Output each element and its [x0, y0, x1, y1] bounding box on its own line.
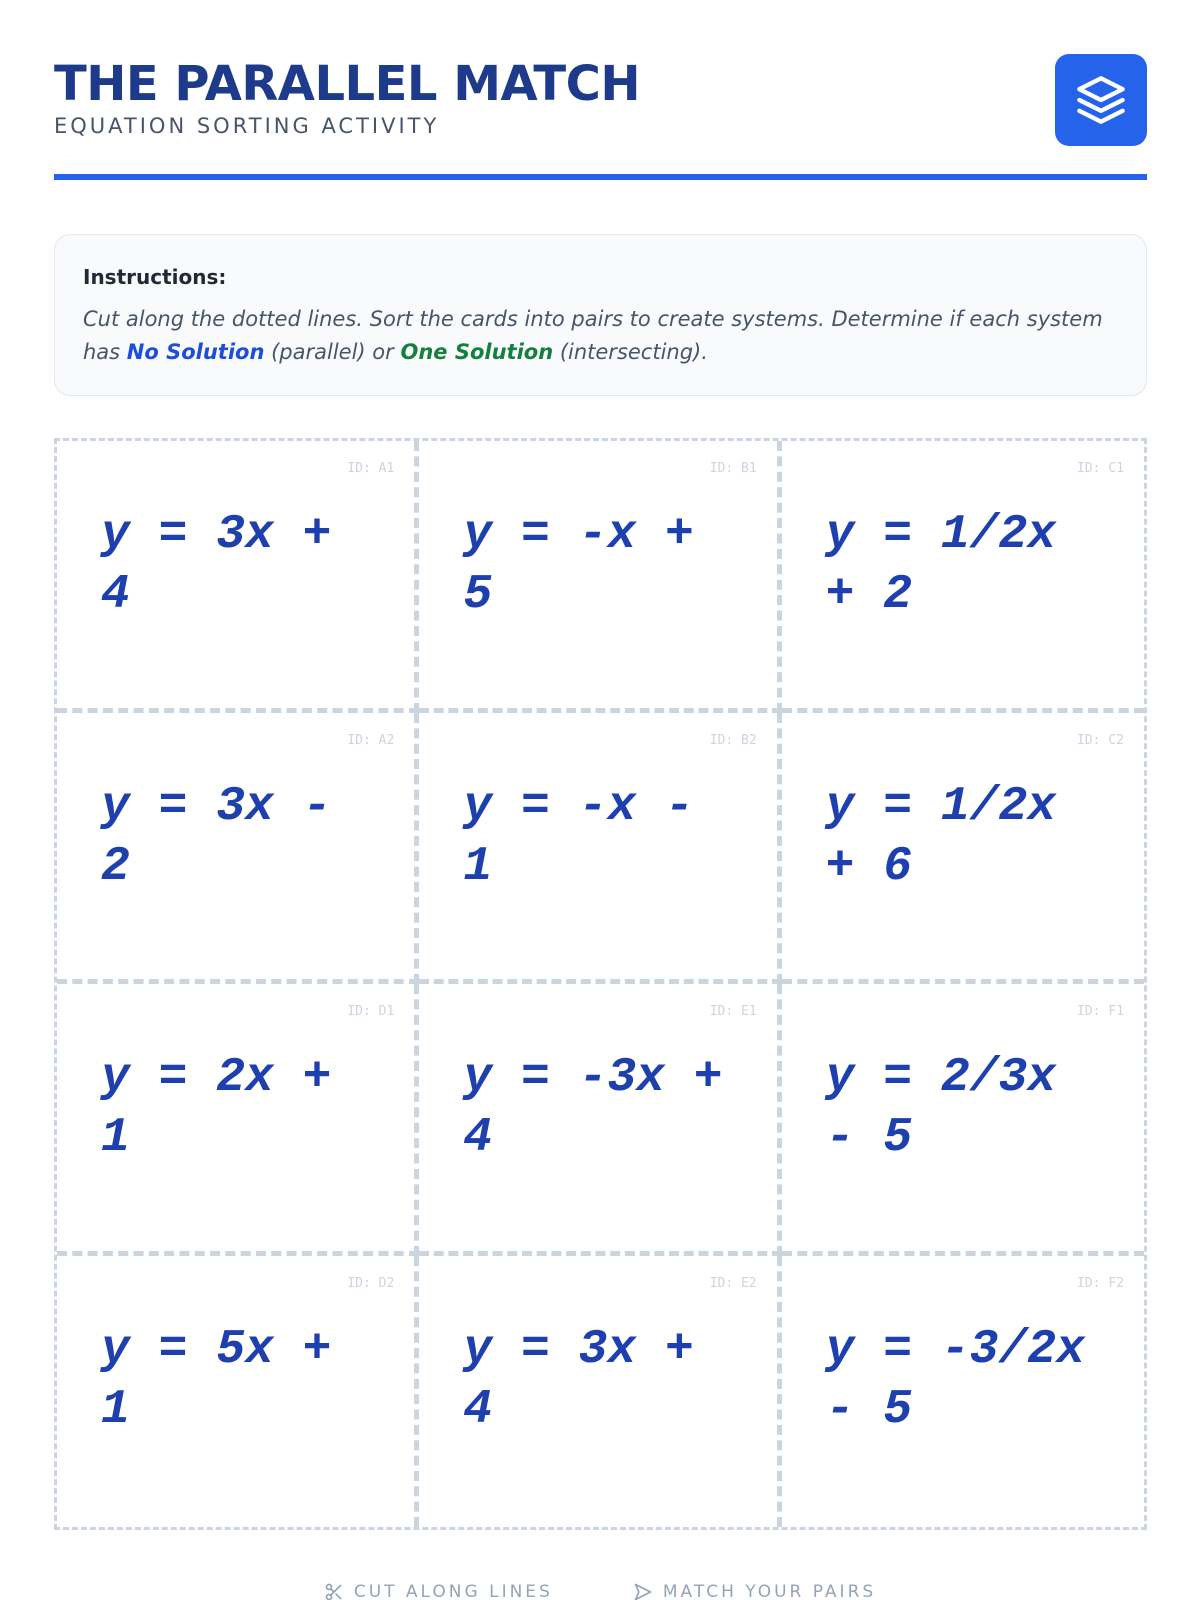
card-id: ID: F1: [1077, 1004, 1124, 1019]
logo-badge: [1055, 54, 1147, 146]
equation-card[interactable]: [57, 441, 419, 713]
card-id: ID: B2: [709, 732, 757, 748]
card-equation: y = -x + 5: [463, 508, 694, 622]
page-title: THE PARALLEL MATCH: [54, 56, 641, 112]
card-equation: y = 2/3x - 5: [825, 1051, 1057, 1165]
page-footer: [0, 1582, 1200, 1600]
card-id: ID: C2: [1077, 732, 1124, 748]
card-equation: y = 3x - 2: [101, 779, 332, 894]
card-equation: y = -x - 1: [463, 779, 694, 894]
footer-cut-label: CUT ALONG LINES: [353, 1582, 553, 1600]
scissors-icon: [324, 1582, 344, 1600]
card-equation: y = -3x + 4: [463, 1051, 723, 1165]
equation-card[interactable]: [419, 984, 781, 1256]
equation-card[interactable]: [419, 1256, 781, 1528]
equation-card[interactable]: [782, 441, 1144, 713]
card-id: ID: A1: [347, 461, 395, 476]
card-equation: y = 5x + 1: [101, 1322, 332, 1437]
card-id: ID: A2: [347, 732, 395, 748]
card-equation: y = 2x + 1: [101, 1051, 332, 1165]
card-equation: y = -3/2x - 5: [825, 1322, 1085, 1437]
instructions-text-3: (intersecting).: [553, 340, 708, 364]
footer-cut-hint: [324, 1582, 553, 1600]
layers-icon: [1075, 74, 1127, 126]
card-equation: y = 3x + 4: [463, 1322, 694, 1437]
card-equation: y = 3x + 4: [101, 508, 332, 622]
send-icon: [633, 1582, 653, 1600]
instructions-text-2: (parallel) or: [264, 340, 401, 364]
equation-card[interactable]: [419, 441, 781, 713]
page-subtitle: EQUATION SORTING ACTIVITY: [54, 114, 440, 138]
card-equation: y = 1/2x + 6: [825, 779, 1057, 894]
no-solution-keyword: No Solution: [126, 340, 265, 364]
equation-card[interactable]: [57, 1256, 419, 1528]
one-solution-keyword: One Solution: [400, 340, 554, 364]
footer-match-label: MATCH YOUR PAIRS: [662, 1582, 877, 1600]
card-id: ID: E1: [709, 1004, 757, 1019]
equation-card[interactable]: [782, 1256, 1144, 1528]
equation-card[interactable]: [782, 984, 1144, 1256]
card-id: ID: C1: [1077, 461, 1124, 476]
card-id: ID: B1: [709, 461, 757, 476]
card-id: ID: E2: [709, 1275, 757, 1291]
card-equation: y = 1/2x + 2: [825, 508, 1057, 622]
card-grid: [54, 438, 1147, 1530]
card-id: ID: F2: [1077, 1275, 1124, 1291]
instructions-heading: Instructions:: [83, 265, 227, 289]
card-id: ID: D1: [347, 1004, 395, 1019]
page-header: [54, 56, 1147, 180]
equation-card[interactable]: [782, 713, 1144, 985]
footer-match-hint: [633, 1582, 876, 1600]
card-id: ID: D2: [347, 1275, 395, 1291]
equation-card[interactable]: [57, 984, 419, 1256]
instructions-text-1: Cut along the dotted lines. Sort the cards into pairs to create systems. Determine if each system has: [83, 307, 1103, 364]
equation-card[interactable]: [419, 713, 781, 985]
instructions-box: [54, 234, 1147, 396]
equation-card[interactable]: [57, 713, 419, 985]
instructions-text: [83, 303, 1118, 369]
